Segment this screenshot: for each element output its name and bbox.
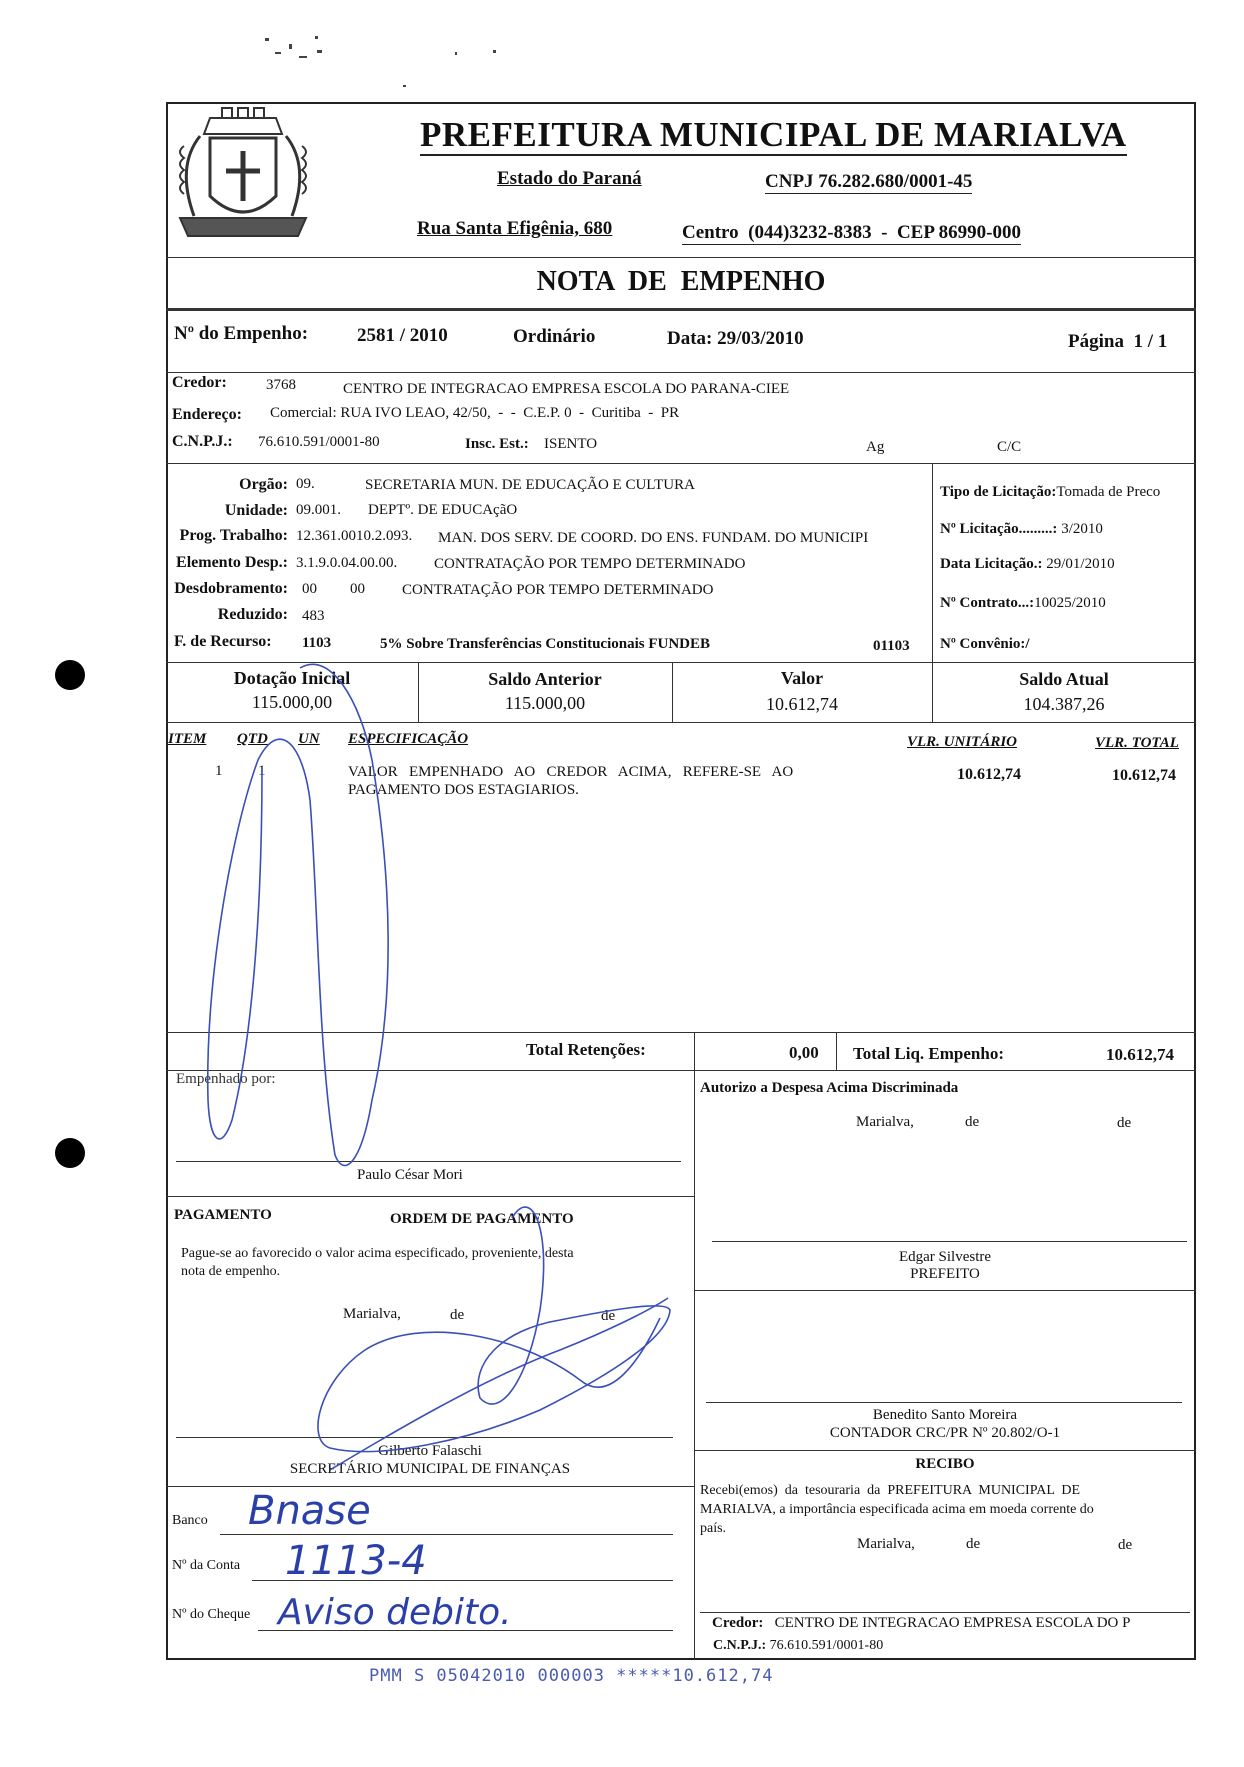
table-row-description-1: VALOR EMPENHADO AO CREDOR ACIMA, REFERE-SE AO: [348, 764, 794, 780]
empenho-label: Nº do Empenho:: [174, 323, 309, 344]
total-liquido-value: 10.612,74: [1106, 1045, 1174, 1064]
scan-specks: [255, 30, 575, 100]
licitacao-number-label: Nº Licitação.........:: [940, 521, 1058, 537]
insc-label: Insc. Est.:: [465, 436, 529, 452]
column-header-vlr-unitario: VLR. UNITÁRIO: [907, 734, 1018, 750]
dotacao-inicial-label: Dotação Inicial: [233, 668, 351, 688]
page-number: Página 1 / 1: [1068, 331, 1168, 352]
licitacao-date-value: 29/01/2010: [1046, 556, 1115, 572]
licitacao-number-value: 3/2010: [1061, 521, 1103, 537]
cheque-handwritten: Aviso debito.: [278, 1592, 512, 1633]
street-address: Rua Santa Efigênia, 680: [417, 218, 613, 239]
secretario-name: Gilberto Falaschi: [378, 1443, 482, 1459]
prog-code: 12.361.0010.2.093.: [296, 528, 413, 544]
secretario-role: SECRETÁRIO MUNICIPAL DE FINANÇAS: [289, 1461, 571, 1477]
conta-label: Nº da Conta: [172, 1558, 241, 1573]
cc-label: C/C: [997, 439, 1022, 455]
pagamento-title: PAGAMENTO: [174, 1207, 272, 1223]
table-row-qtd: 1: [258, 763, 266, 779]
unidade-name: DEPTº. DE EDUCAçãO: [368, 502, 518, 518]
recibo-text-1: Recebi(emos) da tesouraria da PREFEITURA MUNICIPAL DE: [700, 1483, 1081, 1498]
elemento-label: Elemento Desp.:: [176, 554, 288, 571]
municipality-cnpj: CNPJ 76.282.680/0001-45: [765, 171, 973, 192]
column-header-especificacao: ESPECIFICAÇÃO: [348, 731, 469, 747]
unidade-label: Unidade:: [224, 502, 288, 519]
table-row-total-value: 10.612,74: [1112, 767, 1176, 784]
credor-name: CENTRO DE INTEGRACAO EMPRESA ESCOLA DO PARANA-CIEE: [343, 381, 790, 397]
desdobramento-code-2: 00: [350, 581, 365, 597]
saldo-atual-value: 104.387,26: [1023, 694, 1105, 714]
recurso-code: 1103: [302, 635, 332, 651]
autorizo-de-1: de: [965, 1114, 980, 1130]
total-liquido-label: Total Liq. Empenho:: [853, 1044, 1004, 1063]
convenio: Nº Convênio:/: [940, 636, 1030, 652]
empenhado-por-label: Empenhado por:: [176, 1071, 276, 1087]
prog-name: MAN. DOS SERV. DE COORD. DO ENS. FUNDAM. DO MUNICIPI: [438, 530, 869, 546]
column-header-un: UN: [298, 731, 320, 747]
desdobramento-label: Desdobramento:: [174, 580, 288, 597]
column-header-item: ITEM: [168, 731, 207, 747]
pagamento-city: Marialva,: [343, 1306, 401, 1322]
recurso-name: 5% Sobre Transferências Constitucionais FUNDEB: [380, 636, 711, 652]
empenho-number: 2581 / 2010: [357, 325, 448, 346]
recibo-text-3: país.: [700, 1521, 727, 1536]
prog-label: Prog. Trabalho:: [179, 527, 288, 544]
saldo-anterior-label: Saldo Anterior: [488, 669, 602, 689]
credor-code: 3768: [266, 377, 296, 393]
pagamento-de-2: de: [601, 1308, 616, 1324]
signature-secretario-2: [330, 1298, 668, 1470]
recibo-de-2: de: [1118, 1537, 1133, 1553]
credor-cnpj: 76.610.591/0001-80: [258, 434, 380, 450]
unidade-code: 09.001.: [296, 502, 341, 518]
cnpj-label: C.N.P.J.:: [172, 433, 233, 450]
ordem-pagamento-title: ORDEM DE PAGAMENTO: [390, 1211, 574, 1227]
document-title: NOTA DE EMPENHO: [536, 266, 826, 297]
total-retencoes-value: 0,00: [789, 1043, 819, 1062]
recibo-city: Marialva,: [857, 1536, 915, 1552]
table-row-description-2: PAGAMENTO DOS ESTAGIARIOS.: [348, 782, 579, 798]
ag-label: Ag: [866, 439, 885, 455]
elemento-code: 3.1.9.0.04.00.00.: [296, 555, 398, 571]
recibo-cnpj-value: 76.610.591/0001-80: [769, 1638, 884, 1653]
desdobramento-name: CONTRATAÇÃO POR TEMPO DETERMINADO: [402, 582, 714, 598]
table-row-item: 1: [215, 763, 223, 779]
reduzido-value: 483: [302, 608, 325, 624]
licitacao-tipo-value: Tomada de Preco: [1056, 484, 1161, 500]
prefeito-name: Edgar Silvestre: [898, 1249, 992, 1265]
column-header-qtd: QTD: [237, 731, 268, 747]
recibo-cnpj-label: C.N.P.J.:: [713, 1638, 767, 1653]
autorizo-city: Marialva,: [856, 1114, 914, 1130]
recibo-title: RECIBO: [915, 1456, 975, 1472]
elemento-name: CONTRATAÇÃO POR TEMPO DETERMINADO: [434, 556, 746, 572]
licitacao-date-label: Data Licitação.:: [940, 556, 1043, 572]
contador-role: CONTADOR CRC/PR Nº 20.802/O-1: [829, 1425, 1061, 1441]
pagamento-de-1: de: [450, 1307, 465, 1323]
recibo-text-2: MARIALVA, a importância especificada acima em moeda corrente do: [700, 1502, 1094, 1517]
valor-label: Valor: [780, 668, 824, 688]
contador-name: Benedito Santo Moreira: [872, 1407, 1018, 1423]
orgao-code: 09.: [296, 476, 315, 492]
contrato-label: Nº Contrato...:: [940, 595, 1035, 611]
orgao-name: SECRETARIA MUN. DE EDUCAÇÃO E CULTURA: [365, 477, 695, 493]
saldo-anterior-value: 115.000,00: [504, 693, 586, 713]
column-header-vlr-total: VLR. TOTAL: [1095, 735, 1179, 751]
total-retencoes-label: Total Retenções:: [526, 1040, 646, 1059]
dotacao-inicial-value: 115.000,00: [251, 692, 333, 712]
district-phone-cep: Centro (044)3232-8383 - CEP 86990-000: [682, 222, 1021, 243]
municipality-title: PREFEITURA MUNICIPAL DE MARIALVA: [420, 115, 1127, 154]
conta-handwritten: 1113-4: [285, 1538, 427, 1584]
banco-label: Banco: [172, 1513, 208, 1528]
pagamento-text-2: nota de empenho.: [181, 1264, 281, 1279]
payment-stamp: PMM S 05042010 000003 *****10.612,74: [369, 1666, 774, 1686]
autorizo-title: Autorizo a Despesa Acima Discriminada: [700, 1080, 959, 1096]
desdobramento-code-1: 00: [302, 581, 317, 597]
recibo-credor-label: Credor:: [712, 1615, 764, 1631]
orgao-label: Orgão:: [239, 476, 288, 493]
credor-address: Comercial: RUA IVO LEAO, 42/50, - - C.E.P. 0 - Curitiba - PR: [270, 405, 680, 421]
banco-handwritten: Bnase: [248, 1488, 371, 1534]
saldo-atual-label: Saldo Atual: [1019, 669, 1109, 689]
signature-empenhado: [208, 664, 388, 1165]
recurso-label: F. de Recurso:: [174, 633, 272, 650]
recurso-code-2: 01103: [873, 638, 910, 654]
empenho-date: Data: 29/03/2010: [667, 328, 804, 349]
cheque-label: Nº do Cheque: [172, 1607, 251, 1622]
credor-label: Credor:: [172, 374, 227, 391]
reduzido-label: Reduzido:: [217, 606, 288, 623]
insc-value: ISENTO: [544, 436, 598, 452]
endereco-label: Endereço:: [172, 406, 242, 423]
state-name: Estado do Paraná: [497, 168, 642, 189]
empenhado-por-name: Paulo César Mori: [357, 1167, 463, 1183]
prefeito-role: PREFEITO: [910, 1266, 980, 1282]
contrato-value: 10025/2010: [1034, 595, 1106, 611]
valor-value: 10.612,74: [766, 694, 838, 714]
recibo-credor-name: CENTRO DE INTEGRACAO EMPRESA ESCOLA DO P: [774, 1615, 1131, 1631]
licitacao-tipo-label: Tipo de Licitação:: [940, 484, 1057, 500]
autorizo-de-2: de: [1117, 1115, 1132, 1131]
pagamento-text-1: Pague-se ao favorecido o valor acima especificado, proveniente, desta: [181, 1246, 574, 1261]
table-row-unit-value: 10.612,74: [957, 766, 1021, 783]
recibo-de-1: de: [966, 1536, 981, 1552]
signature-secretario: [318, 1207, 670, 1451]
empenho-type: Ordinário: [513, 326, 596, 347]
